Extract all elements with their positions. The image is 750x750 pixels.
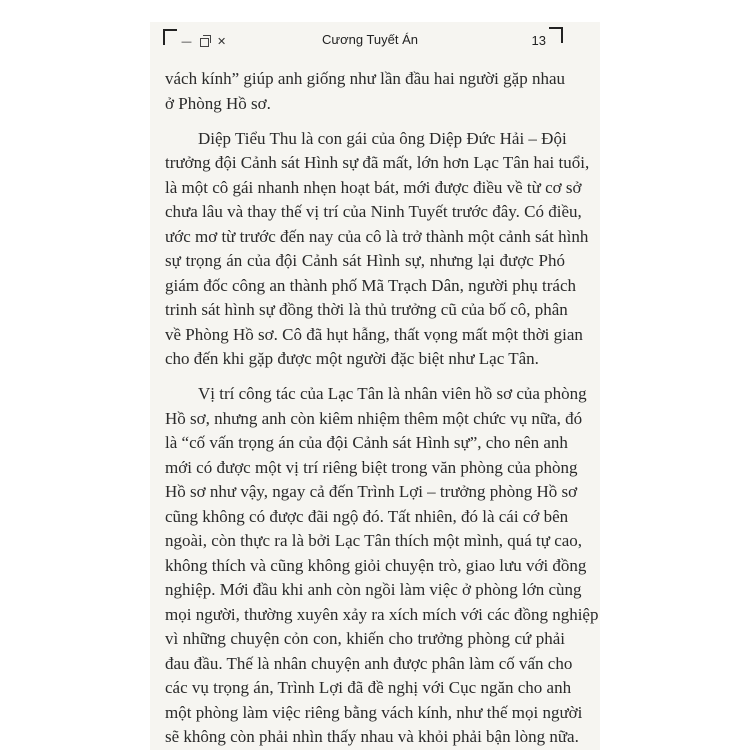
text-line: nghiệp. Mới đầu khi anh còn ngồi làm việc ở phòng lớn cùng: [165, 580, 582, 599]
text-line: Diệp Tiểu Thu là con gái của ông Diệp Đức Hải – Đội: [198, 128, 567, 148]
minimize-icon: —: [181, 35, 192, 48]
text-line: sẽ không còn phải nhìn thấy nhau và khỏi phải bận lòng nữa.: [165, 727, 579, 746]
text-line: Hồ sơ, nhưng anh còn kiêm nhiệm thêm một chức vụ nữa, đó: [165, 408, 583, 428]
text-line: không thích và cũng không giỏi chuyện trò, giao lưu với đồng: [165, 555, 587, 575]
text-line: đau đầu. Thế là nhân chuyện anh được phân làm cố vấn cho: [165, 653, 573, 673]
body-text: [165, 67, 599, 750]
text-line: trinh sát hình sự đồng thời là thủ trưởng cũ của bố cô, phân: [165, 300, 568, 319]
restore-icon: [200, 38, 209, 47]
text-line: vì những chuyện cỏn con, khiến cho trưởng phòng cứ phải: [165, 629, 565, 648]
text-line: Vị trí công tác của Lạc Tân là nhân viên hồ sơ của phòng: [198, 384, 587, 403]
page-number: 13: [531, 33, 546, 48]
text-line: các vụ trọng án, Trình Lợi đã đề nghị với Cục ngăn cho anh: [165, 678, 572, 697]
text-line: trưởng đội Cảnh sát Hình sự đã mất, lớn hơn Lạc Tân hai tuổi,: [165, 153, 590, 172]
text-line: ở Phòng Hồ sơ.: [165, 93, 271, 113]
paragraph: [165, 127, 590, 372]
text-line: chưa lâu và thay thế vị trí của Ninh Tuyết trước đây. Có điều,: [165, 202, 582, 221]
text-line: sự trọng án của đội Cảnh sát Hình sự, nhưng lại được Phó: [165, 251, 565, 270]
paragraph: [165, 382, 599, 750]
text-line: vách kính” giúp anh giống như lần đầu hai người gặp nhau: [165, 69, 565, 88]
running-title: Cương Tuyết Án: [322, 32, 418, 47]
text-line: mọi người, thường xuyên xảy ra xích mích với các đồng nghiệp: [165, 604, 599, 624]
close-icon: ✕: [217, 35, 227, 48]
crop-mark-top-right: [549, 27, 563, 43]
paragraph: [165, 67, 565, 116]
window-controls: [181, 34, 226, 50]
text-line: mới có được một vị trí riêng biệt trong văn phòng của phòng: [165, 457, 578, 477]
crop-mark-top-left: [163, 29, 177, 45]
text-line: cũng không có được đãi ngộ đó. Tất nhiên, đó là cái cớ bên: [165, 506, 569, 526]
text-line: là một cô gái nhanh nhẹn hoạt bát, mới được điều về từ cơ sở: [165, 177, 582, 197]
text-line: là “cố vấn trọng án của đội Cảnh sát Hình sự”, cho nên anh: [165, 433, 568, 452]
text-line: giám đốc công an thành phố Mã Trạch Dân, người phụ trách: [165, 275, 577, 295]
text-line: ngoài, còn thực ra là bởi Lạc Tân thích một mình, quá tự cao,: [165, 531, 583, 550]
text-line: cho đến khi gặp được một người đặc biệt như Lạc Tân.: [165, 349, 539, 368]
text-line: ước mơ từ trước đến nay của cô là trở thành một cảnh sát hình: [165, 226, 589, 246]
text-line: về Phòng Hồ sơ. Cô đã hụt hẫng, thất vọng mất một thời gian: [165, 324, 583, 344]
text-line: Hồ sơ như vậy, ngay cả đến Trình Lợi – trưởng phòng Hồ sơ: [165, 482, 578, 501]
text-line: một phòng làm việc riêng bằng vách kính, như thế mọi người: [165, 702, 583, 722]
